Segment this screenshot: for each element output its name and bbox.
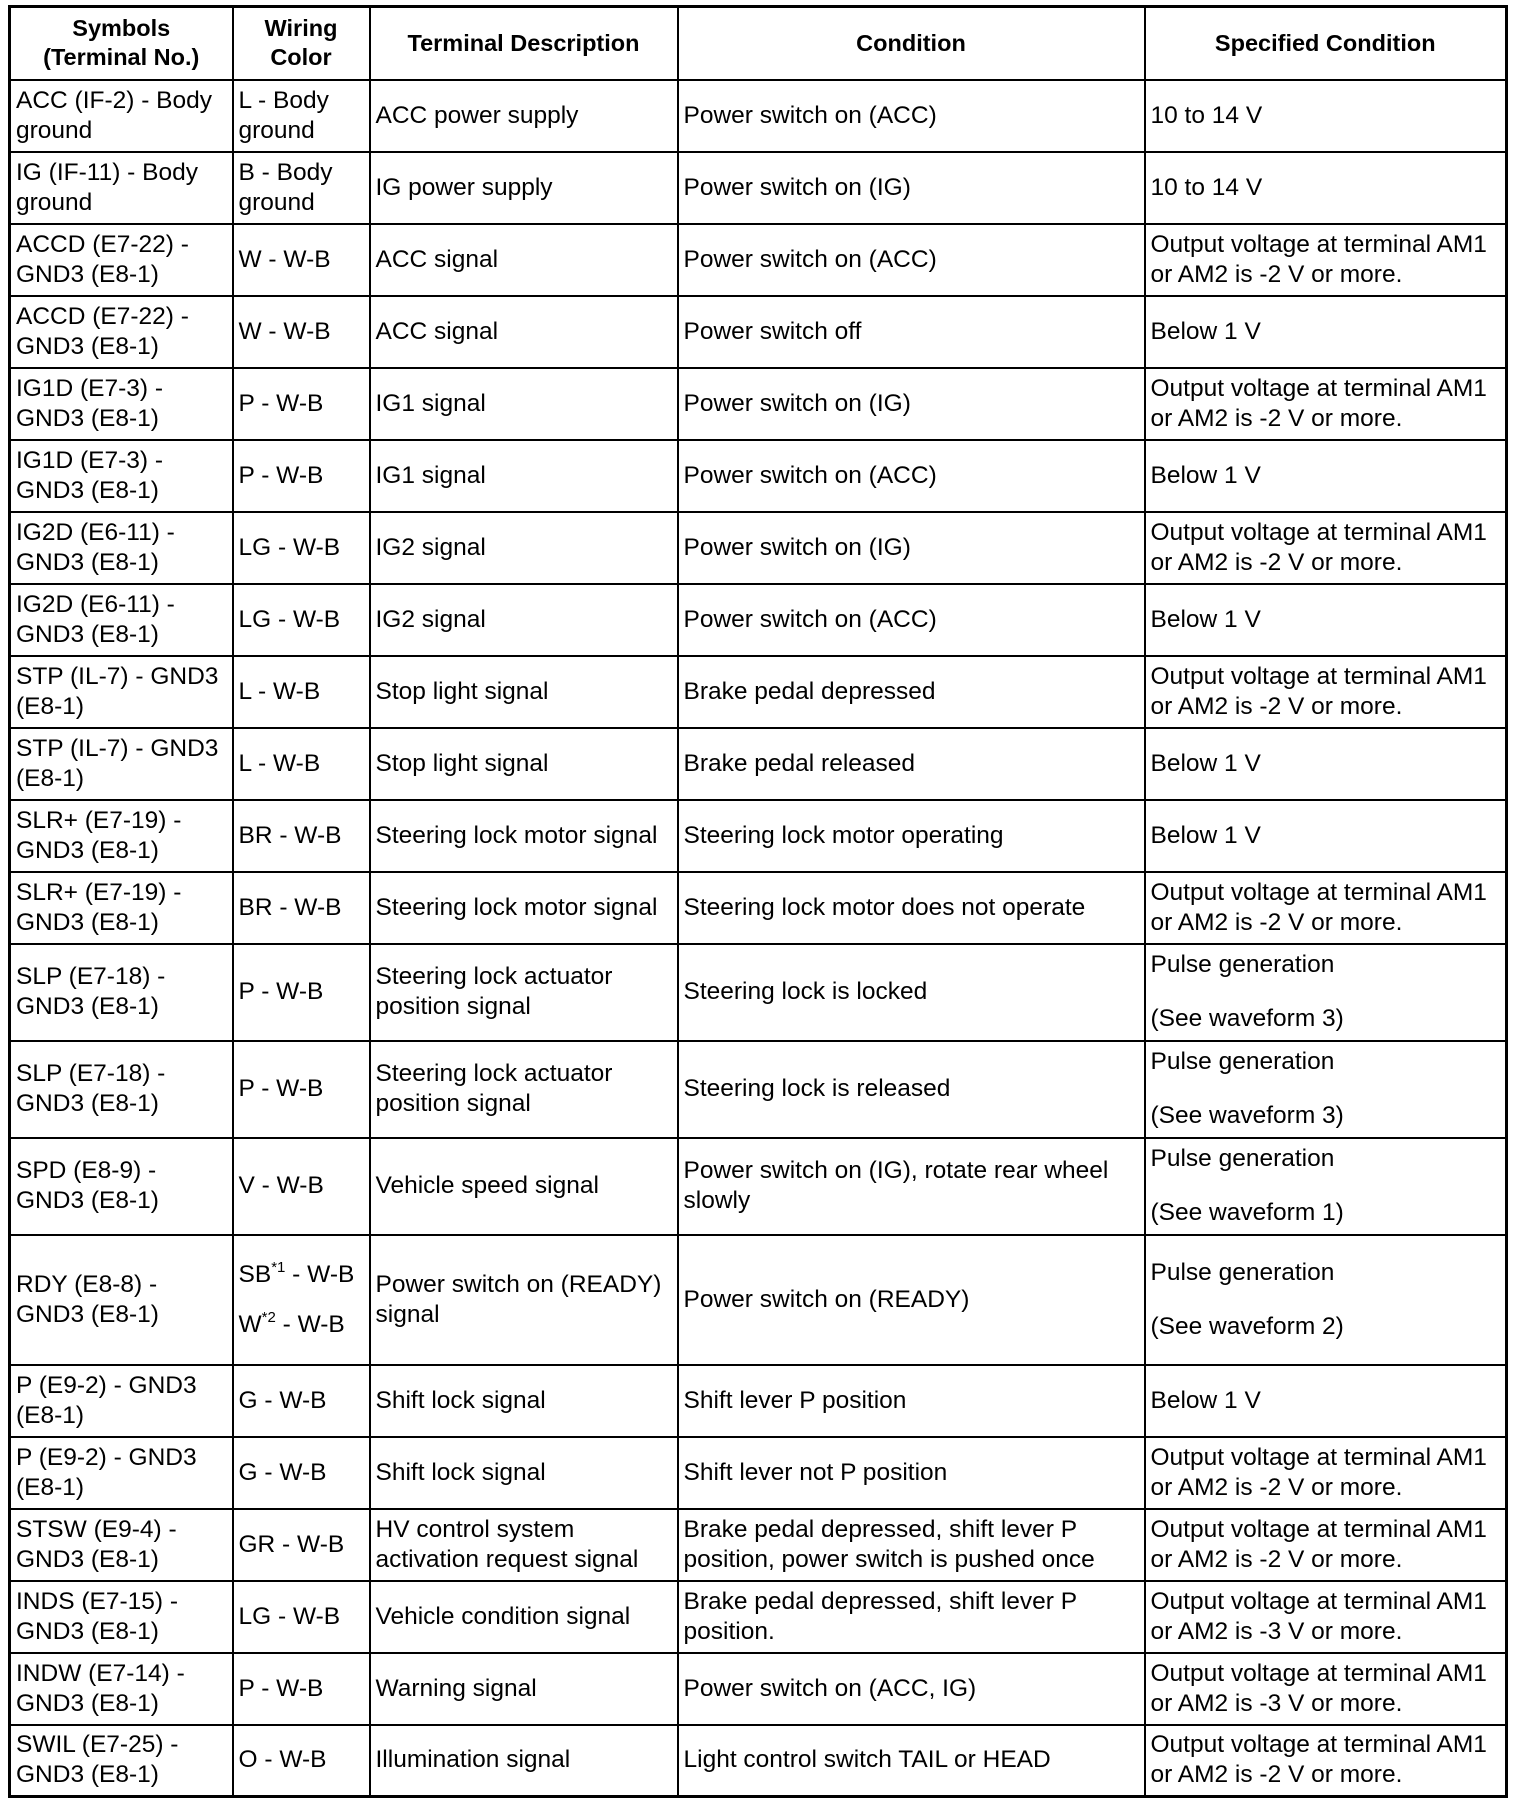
specified-condition-cell: Below 1 V — [1145, 584, 1507, 656]
table-row — [10, 872, 1507, 944]
terminal-description-cell: ACC signal — [370, 224, 678, 296]
waveform-reference-text: (See waveform 1) — [1150, 1199, 1344, 1226]
condition-cell: Shift lever P position — [678, 1365, 1145, 1437]
specified-condition-cell: Output voltage at terminal AM1 or AM2 is -2 V or more. — [1145, 1725, 1507, 1797]
wiring-color-cell: LG - W-B — [233, 1581, 370, 1653]
terminal-description-cell: ACC signal — [370, 296, 678, 368]
pulse-generation-text: Pulse generation — [1150, 951, 1335, 978]
terminal-description-cell: Stop light signal — [370, 656, 678, 728]
symbol-cell: SWIL (E7-25) - GND3 (E8-1) — [10, 1725, 233, 1797]
condition-cell: Power switch on (ACC, IG) — [678, 1653, 1145, 1725]
condition-cell: Steering lock motor operating — [678, 800, 1145, 872]
wiring-color-cell: O - W-B — [233, 1725, 370, 1797]
table-row — [10, 1365, 1507, 1437]
pulse-generation-text: Pulse generation — [1150, 1048, 1335, 1075]
header-symbols-line1: Symbols — [72, 15, 171, 42]
terminal-description-cell: Shift lock signal — [370, 1437, 678, 1509]
specified-condition-cell — [1145, 1138, 1507, 1235]
terminal-description-cell: IG2 signal — [370, 584, 678, 656]
table-row — [10, 1653, 1507, 1725]
wiring-color-cell: P - W-B — [233, 1041, 370, 1138]
wiring-color-cell: B - Body ground — [233, 152, 370, 224]
table-row — [10, 728, 1507, 800]
specified-condition-cell: Below 1 V — [1145, 440, 1507, 512]
table-row — [10, 296, 1507, 368]
wiring-color-code: W — [238, 1310, 262, 1338]
wiring-color-cell: G - W-B — [233, 1437, 370, 1509]
wiring-color-cell: L - W-B — [233, 656, 370, 728]
waveform-reference-text: (See waveform 2) — [1150, 1312, 1344, 1340]
header-wiring-color — [233, 7, 370, 80]
specified-condition-cell: Output voltage at terminal AM1 or AM2 is -3 V or more. — [1145, 1581, 1507, 1653]
wiring-option-1 — [239, 1260, 364, 1290]
header-condition: Condition — [678, 7, 1145, 80]
symbol-cell: IG (IF-11) - Body ground — [10, 152, 233, 224]
condition-cell: Power switch on (READY) — [678, 1235, 1145, 1365]
symbol-cell: P (E9-2) - GND3 (E8-1) — [10, 1437, 233, 1509]
wiring-color-cell: LG - W-B — [233, 584, 370, 656]
specified-condition-cell: Below 1 V — [1145, 296, 1507, 368]
wiring-color-cell: L - W-B — [233, 728, 370, 800]
line-gap — [1151, 980, 1501, 1004]
footnote-marker: *1 — [271, 1258, 286, 1276]
terminal-description-cell: Illumination signal — [370, 1725, 678, 1797]
condition-cell: Steering lock is released — [678, 1041, 1145, 1138]
terminal-description-cell: IG power supply — [370, 152, 678, 224]
specified-condition-cell — [1145, 1041, 1507, 1138]
terminal-description-cell: Power switch on (READY) signal — [370, 1235, 678, 1365]
condition-cell: Brake pedal depressed — [678, 656, 1145, 728]
header-specified-condition: Specified Condition — [1145, 7, 1507, 80]
condition-cell: Light control switch TAIL or HEAD — [678, 1725, 1145, 1797]
terminal-description-cell: Vehicle condition signal — [370, 1581, 678, 1653]
terminal-spec-table — [8, 5, 1508, 1798]
header-wiring-line1: Wiring — [264, 15, 338, 42]
condition-cell: Power switch on (IG) — [678, 152, 1145, 224]
symbol-cell: ACCD (E7-22) - GND3 (E8-1) — [10, 224, 233, 296]
terminal-description-cell: Steering lock motor signal — [370, 872, 678, 944]
terminal-description-cell: IG1 signal — [370, 368, 678, 440]
condition-cell: Power switch on (ACC) — [678, 584, 1145, 656]
symbol-cell: SLR+ (E7-19) - GND3 (E8-1) — [10, 872, 233, 944]
table-row — [10, 800, 1507, 872]
wiring-color-cell: GR - W-B — [233, 1509, 370, 1581]
header-terminal-description: Terminal Description — [370, 7, 678, 80]
wiring-color-code: SB — [238, 1260, 272, 1288]
table-row — [10, 1138, 1507, 1235]
terminal-description-cell: Steering lock actuator position signal — [370, 944, 678, 1041]
condition-cell: Power switch on (IG), rotate rear wheel slowly — [678, 1138, 1145, 1235]
pulse-generation-text: Pulse generation — [1150, 1258, 1335, 1286]
wiring-color-cell: W - W-B — [233, 224, 370, 296]
wiring-ground-code: - W-B — [275, 1310, 345, 1338]
terminal-description-cell: Shift lock signal — [370, 1365, 678, 1437]
specified-condition-cell: Below 1 V — [1145, 800, 1507, 872]
specified-condition-cell: Below 1 V — [1145, 1365, 1507, 1437]
terminal-description-cell: IG2 signal — [370, 512, 678, 584]
symbol-cell: SLP (E7-18) - GND3 (E8-1) — [10, 944, 233, 1041]
line-gap — [1151, 1174, 1501, 1198]
terminal-description-cell: Vehicle speed signal — [370, 1138, 678, 1235]
table-header-row — [10, 7, 1507, 80]
symbol-cell: STP (IL-7) - GND3 (E8-1) — [10, 656, 233, 728]
wiring-color-cell: BR - W-B — [233, 872, 370, 944]
table-row — [10, 1581, 1507, 1653]
terminal-description-cell: ACC power supply — [370, 80, 678, 152]
table-row — [10, 1041, 1507, 1138]
header-wiring-line2: Color — [270, 44, 332, 71]
symbol-cell: INDW (E7-14) - GND3 (E8-1) — [10, 1653, 233, 1725]
wiring-color-cell: LG - W-B — [233, 512, 370, 584]
table-row — [10, 152, 1507, 224]
table-row — [10, 80, 1507, 152]
specified-condition-cell: Output voltage at terminal AM1 or AM2 is -2 V or more. — [1145, 224, 1507, 296]
table-row — [10, 584, 1507, 656]
specified-condition-cell: Output voltage at terminal AM1 or AM2 is -2 V or more. — [1145, 1437, 1507, 1509]
terminal-description-cell: Steering lock actuator position signal — [370, 1041, 678, 1138]
symbol-cell: STSW (E9-4) - GND3 (E8-1) — [10, 1509, 233, 1581]
symbol-cell: STP (IL-7) - GND3 (E8-1) — [10, 728, 233, 800]
line-gap — [1151, 1077, 1501, 1101]
specified-condition-cell — [1145, 944, 1507, 1041]
condition-cell: Shift lever not P position — [678, 1437, 1145, 1509]
symbol-cell: IG1D (E7-3) - GND3 (E8-1) — [10, 368, 233, 440]
condition-cell: Power switch on (IG) — [678, 368, 1145, 440]
condition-cell: Power switch on (IG) — [678, 512, 1145, 584]
symbol-cell: IG1D (E7-3) - GND3 (E8-1) — [10, 440, 233, 512]
condition-cell: Power switch off — [678, 296, 1145, 368]
specified-condition-cell: Output voltage at terminal AM1 or AM2 is -2 V or more. — [1145, 512, 1507, 584]
footnote-marker: *2 — [261, 1308, 276, 1326]
specified-condition-cell: Output voltage at terminal AM1 or AM2 is -2 V or more. — [1145, 1509, 1507, 1581]
terminal-description-cell: Steering lock motor signal — [370, 800, 678, 872]
table-body — [10, 80, 1507, 1797]
symbol-cell: INDS (E7-15) - GND3 (E8-1) — [10, 1581, 233, 1653]
table-row — [10, 1509, 1507, 1581]
condition-cell: Power switch on (ACC) — [678, 224, 1145, 296]
condition-cell: Brake pedal depressed, shift lever P position, power switch is pushed once — [678, 1509, 1145, 1581]
condition-cell: Steering lock is locked — [678, 944, 1145, 1041]
specified-condition-cell: Below 1 V — [1145, 728, 1507, 800]
condition-cell: Brake pedal released — [678, 728, 1145, 800]
wiring-color-cell: L - Body ground — [233, 80, 370, 152]
symbol-cell: ACCD (E7-22) - GND3 (E8-1) — [10, 296, 233, 368]
wiring-color-cell: P - W-B — [233, 368, 370, 440]
condition-cell: Power switch on (ACC) — [678, 80, 1145, 152]
table-row — [10, 944, 1507, 1041]
waveform-reference-text: (See waveform 3) — [1150, 1005, 1344, 1032]
line-gap — [1151, 1288, 1501, 1312]
table-row — [10, 512, 1507, 584]
symbol-cell: SLR+ (E7-19) - GND3 (E8-1) — [10, 800, 233, 872]
specified-condition-cell: Output voltage at terminal AM1 or AM2 is -2 V or more. — [1145, 656, 1507, 728]
condition-cell: Brake pedal depressed, shift lever P position. — [678, 1581, 1145, 1653]
wiring-color-cell: G - W-B — [233, 1365, 370, 1437]
wiring-color-cell — [233, 1235, 370, 1365]
condition-cell: Power switch on (ACC) — [678, 440, 1145, 512]
table-row — [10, 224, 1507, 296]
specified-condition-cell: Output voltage at terminal AM1 or AM2 is -2 V or more. — [1145, 872, 1507, 944]
symbol-cell: ACC (IF-2) - Body ground — [10, 80, 233, 152]
specified-condition-cell: Output voltage at terminal AM1 or AM2 is -2 V or more. — [1145, 368, 1507, 440]
pulse-generation-text: Pulse generation — [1150, 1145, 1335, 1172]
symbol-cell: IG2D (E6-11) - GND3 (E8-1) — [10, 584, 233, 656]
terminal-description-cell: Stop light signal — [370, 728, 678, 800]
wiring-color-cell: BR - W-B — [233, 800, 370, 872]
table-row — [10, 440, 1507, 512]
table-row — [10, 1235, 1507, 1365]
wiring-ground-code: - W-B — [285, 1260, 355, 1288]
table-row — [10, 1437, 1507, 1509]
specified-condition-cell: 10 to 14 V — [1145, 80, 1507, 152]
specified-condition-cell — [1145, 1235, 1507, 1365]
terminal-description-cell: Warning signal — [370, 1653, 678, 1725]
symbol-cell: IG2D (E6-11) - GND3 (E8-1) — [10, 512, 233, 584]
specified-condition-cell: Output voltage at terminal AM1 or AM2 is -3 V or more. — [1145, 1653, 1507, 1725]
condition-cell: Steering lock motor does not operate — [678, 872, 1145, 944]
specified-condition-cell: 10 to 14 V — [1145, 152, 1507, 224]
symbol-cell: SLP (E7-18) - GND3 (E8-1) — [10, 1041, 233, 1138]
header-symbols — [10, 7, 233, 80]
symbol-cell: RDY (E8-8) - GND3 (E8-1) — [10, 1235, 233, 1365]
wiring-color-cell: P - W-B — [233, 944, 370, 1041]
wiring-color-cell: W - W-B — [233, 296, 370, 368]
wiring-color-cell: V - W-B — [233, 1138, 370, 1235]
waveform-reference-text: (See waveform 3) — [1150, 1102, 1344, 1129]
wiring-color-cell: P - W-B — [233, 440, 370, 512]
wiring-color-cell: P - W-B — [233, 1653, 370, 1725]
header-symbols-line2: (Terminal No.) — [43, 44, 200, 71]
terminal-description-cell: HV control system activation request signal — [370, 1509, 678, 1581]
wiring-option-2 — [239, 1310, 364, 1340]
symbol-cell: P (E9-2) - GND3 (E8-1) — [10, 1365, 233, 1437]
table-row — [10, 656, 1507, 728]
table-row — [10, 1725, 1507, 1797]
terminal-description-cell: IG1 signal — [370, 440, 678, 512]
symbol-cell: SPD (E8-9) - GND3 (E8-1) — [10, 1138, 233, 1235]
table-row — [10, 368, 1507, 440]
